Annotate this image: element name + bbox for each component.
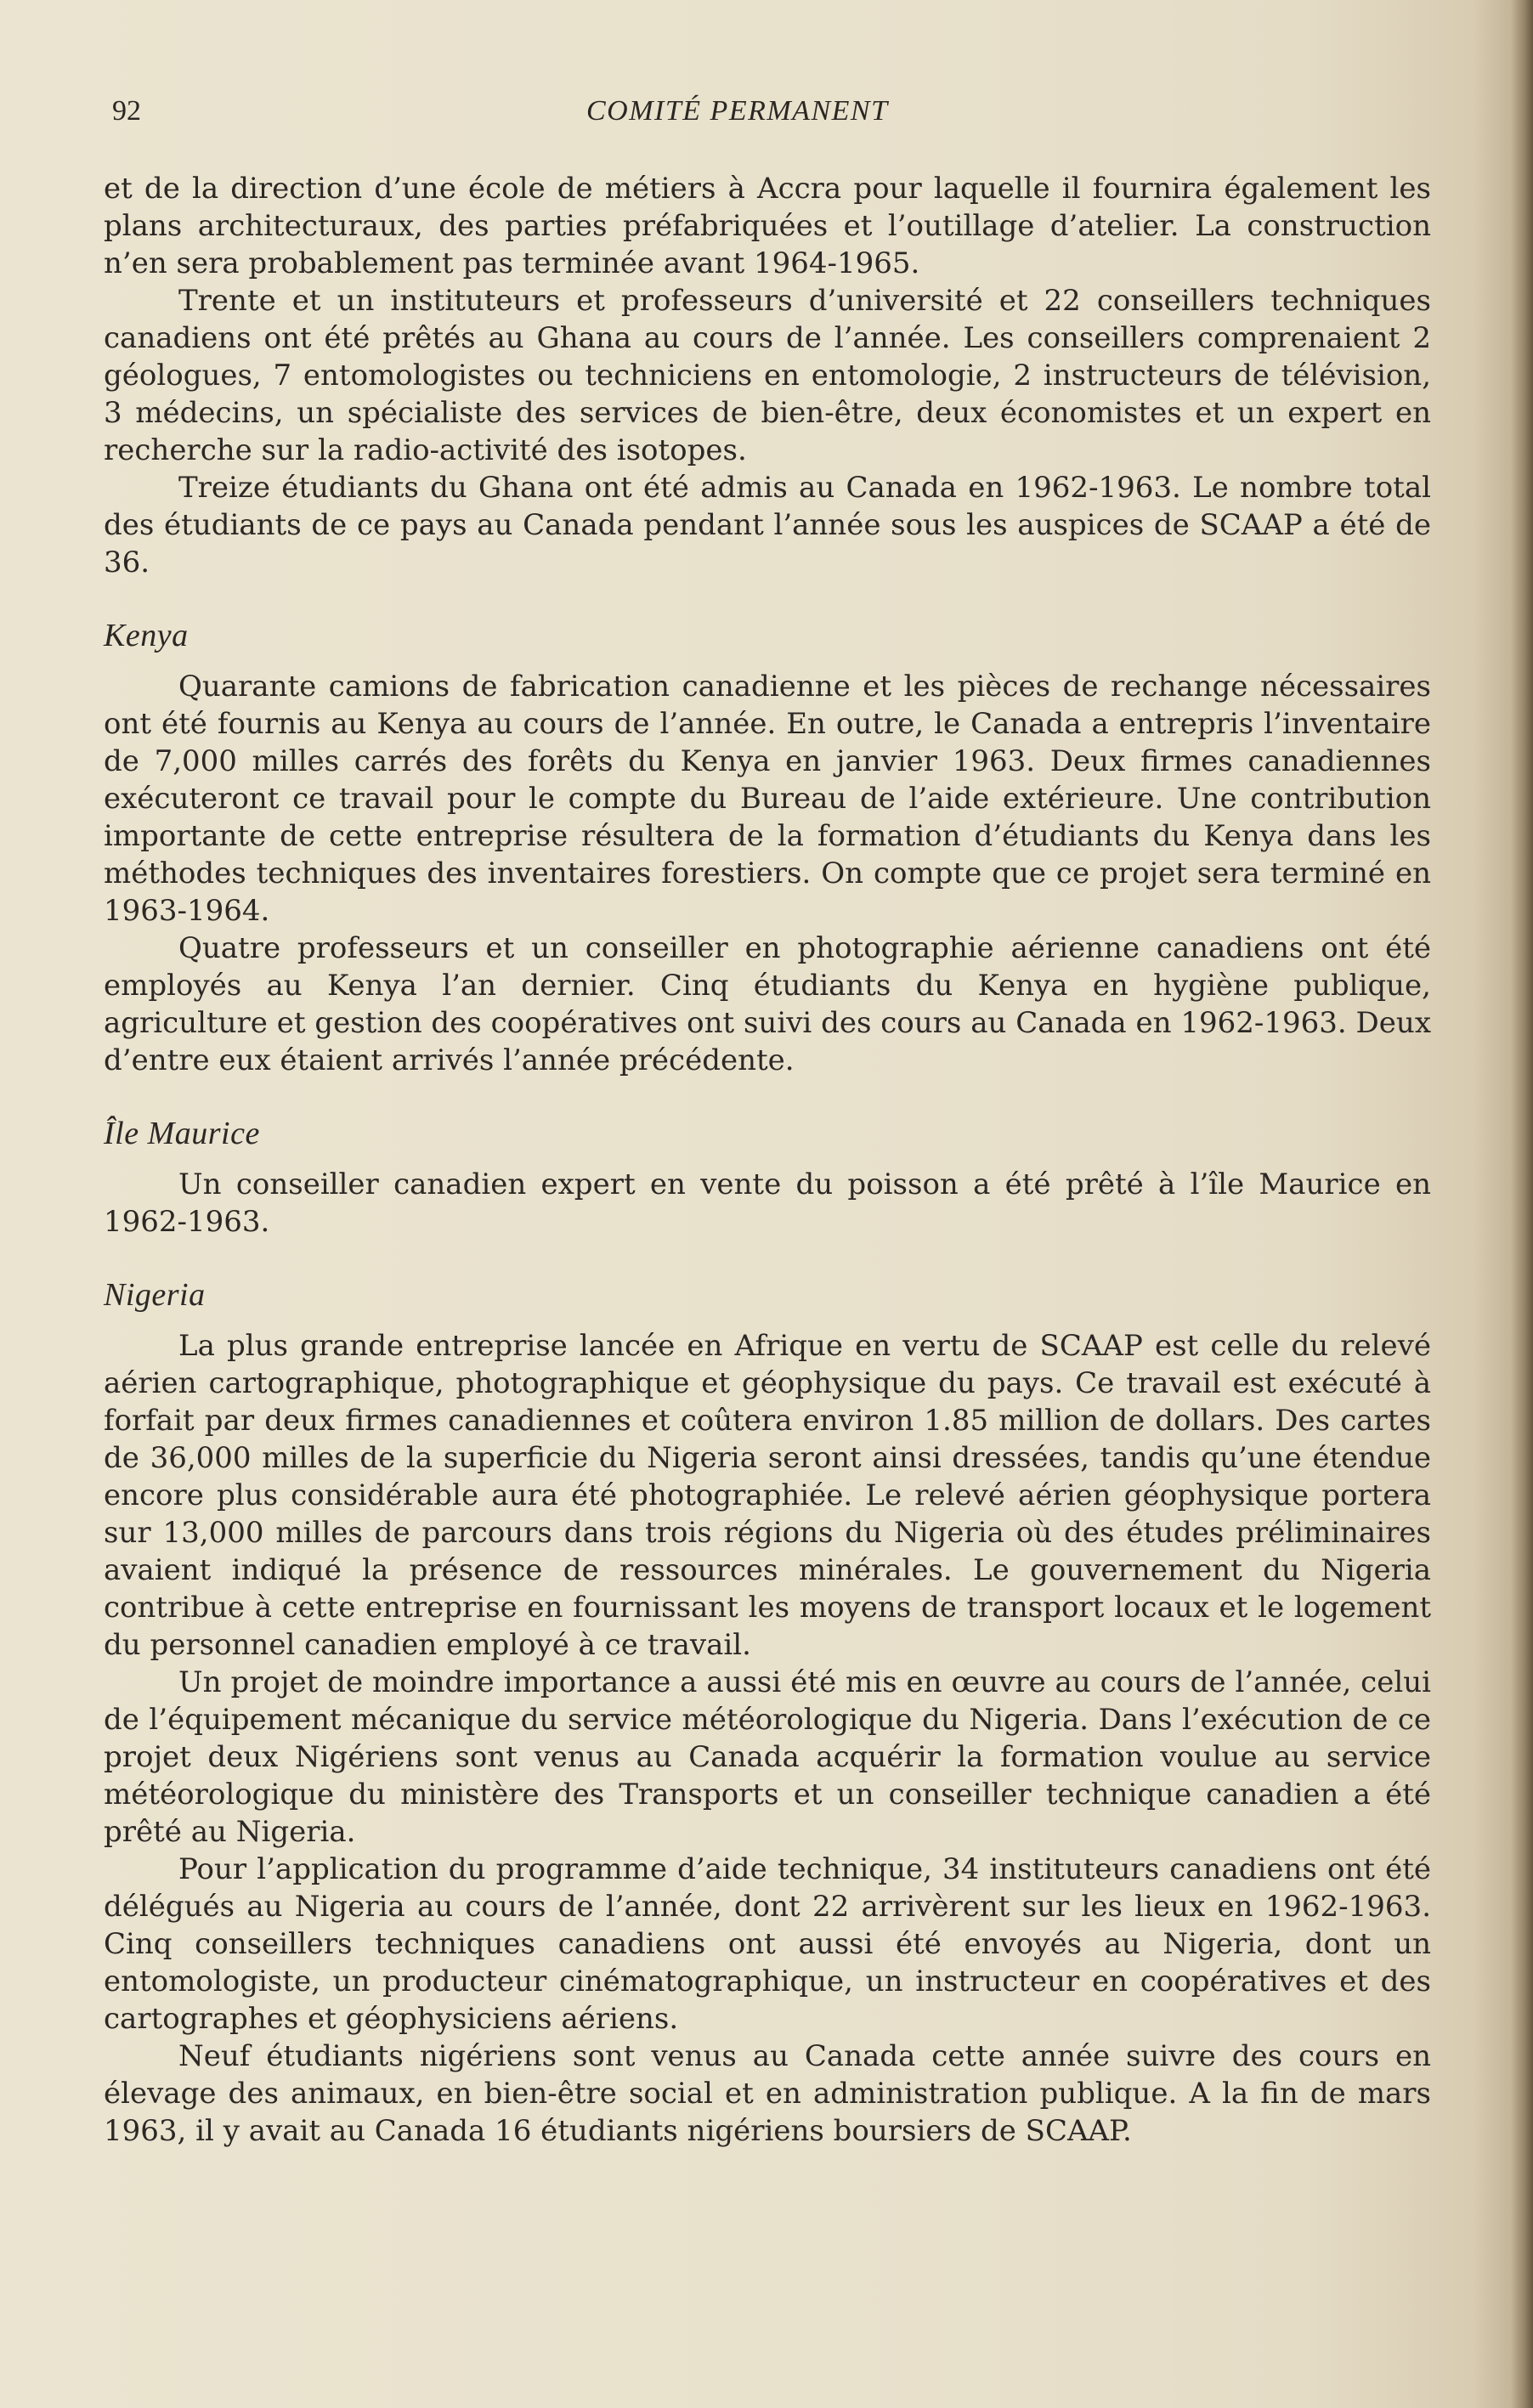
paragraph: Quarante camions de fabrication canadienne et les pièces de rechange nécessaires ont été fournis au Kenya au cours de l’année. En outre, le Canada a entrepris l’inventaire de 7,000 milles carrés des forêts du Kenya en janvier 1963. Deux firmes canadiennes exécuteront ce travail pour le compte du Bureau de l’aide extérieure. Une contribution importante de cette entreprise résultera de la formation d’étudiants du Kenya dans les méthodes techniques des inventaires forestiers. On compte que ce projet sera terminé en 1963-1964. xyxy=(104,670,1431,928)
paragraph: et de la direction d’une école de métiers à Accra pour laquelle il fournira également les plans architecturaux, des parties préfabriquées et l’outillage d’atelier. La construction n’en sera probablement pas terminée avant 1964-1965. xyxy=(104,172,1431,280)
paragraph: La plus grande entreprise lancée en Afrique en vertu de SCAAP est celle du relevé aérien cartographique, photographique et géophysique du pays. Ce travail est exécuté à forfait par deux firmes canadiennes et coûtera environ 1.85 million de dollars. Des cartes de 36,000 milles de la superficie du Nigeria seront ainsi dressées, tandis qu’une étendue encore plus considérable aura été photographiée. Le relevé aérien géophysique portera sur 13,000 milles de parcours dans trois régions du Nigeria où des études préliminaires avaient indiqué la présence de ressources minérales. Le gouvernement du Nigeria contribue à cette entreprise en fournissant les moyens de transport locaux et le logement du personnel canadien employé à ce travail. xyxy=(104,1329,1431,1662)
paragraph: Pour l’application du programme d’aide technique, 34 instituteurs canadiens ont été délégués au Nigeria au cours de l’année, dont 22 arrivèrent sur les lieux en 1962-1963. Cinq conseillers techniques canadiens ont aussi été envoyés au Nigeria, dont un entomologiste, un producteur cinématographique, un instructeur en coopératives et des cartographes et géophysiciens aériens. xyxy=(104,1852,1431,2036)
paragraph: Un projet de moindre importance a aussi été mis en œuvre au cours de l’année, celui de l’équipement mécanique du service météorologique du Nigeria. Dans l’exécution de ce projet deux Nigériens sont venus au Canada acquérir la formation voulue au service météorologique du ministère des Transports et un conseiller technique canadien a été prêté au Nigeria. xyxy=(104,1665,1431,1849)
section-heading-ile-maurice: Île Maurice xyxy=(104,1116,260,1151)
paragraph: Trente et un instituteurs et professeurs d’université et 22 conseillers techniques canadiens ont été prêtés au Ghana au cours de l’année. Les conseillers comprenaient 2 géologues, 7 entomologistes ou techniciens en entomologie, 2 instructeurs de télévision, 3 médecins, un spécialiste des services de bien-être, deux économistes et un expert en recherche sur la radio-activité des isotopes. xyxy=(104,284,1431,467)
section-heading-nigeria: Nigeria xyxy=(104,1277,206,1313)
running-title: COMITÉ PERMANENT xyxy=(586,95,889,127)
section-heading-kenya: Kenya xyxy=(104,618,189,653)
page-binding-edge xyxy=(1511,0,1533,2408)
paragraph: Neuf étudiants nigériens sont venus au Canada cette année suivre des cours en élevage des animaux, en bien-être social et en administration publique. A la fin de mars 1963, il y avait au Canada 16 étudiants nigériens boursiers de SCAAP. xyxy=(104,2039,1431,2148)
page-header xyxy=(104,95,1429,139)
page-body xyxy=(104,170,1431,2150)
paragraph: Quatre professeurs et un conseiller en photographie aérienne canadiens ont été employés au Kenya l’an dernier. Cinq étudiants du Kenya en hygiène publique, agriculture et gestion des coopératives ont suivi des cours au Canada en 1962-1963. Deux d’entre eux étaient arrivés l’année précédente. xyxy=(104,931,1431,1077)
paragraph: Treize étudiants du Ghana ont été admis au Canada en 1962-1963. Le nombre total des étudiants de ce pays au Canada pendant l’année sous les auspices de SCAAP a été de 36. xyxy=(104,471,1431,579)
page-number: 92 xyxy=(112,95,141,127)
paragraph: Un conseiller canadien expert en vente du poisson a été prêté à l’île Maurice en 1962-1963. xyxy=(104,1167,1431,1239)
